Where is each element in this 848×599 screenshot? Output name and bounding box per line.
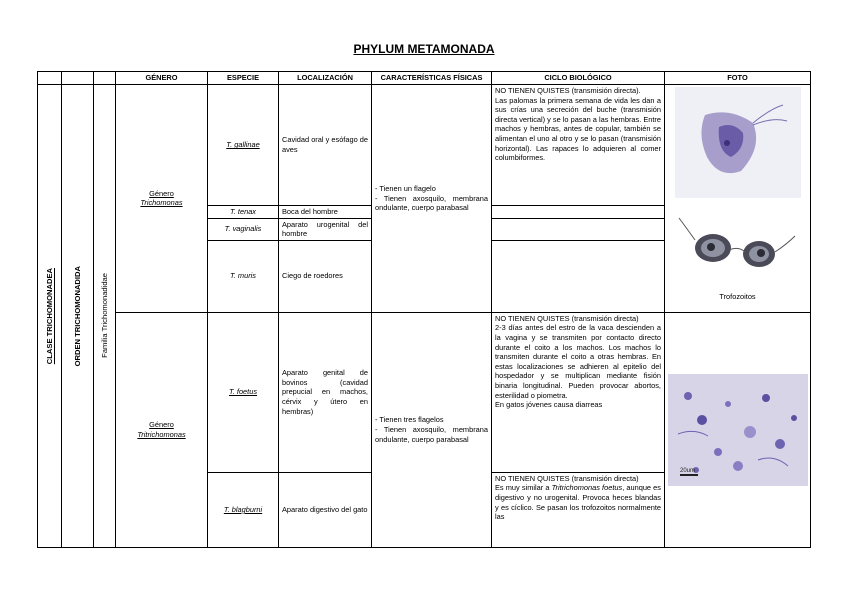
location-t-blagburni: Aparato digestivo del gato: [279, 472, 372, 547]
taxonomy-table: [37, 71, 811, 548]
location-t-vaginalis: Aparato urogenital del hombre: [279, 218, 372, 240]
cycle-t-blagburni: NO TIENEN QUISTES (transmisión directa) Es muy similar a Tritrichomonas foetus, aunque es digestivo y no urogenital. Provoca heces blandas y es cíclico. Se pasan los trofozoitos normalmente las: [492, 472, 665, 547]
header-localizacion: LOCALIZACIÓN: [279, 72, 372, 85]
location-t-gallinae: Cavidad oral y esófago de aves: [279, 85, 372, 206]
smear-image-icon: [668, 374, 808, 486]
species-t-blagburni: T. blagburni: [208, 472, 279, 547]
genus-name: Trichomonas: [140, 198, 183, 208]
header-caracteristicas: CARACTERÍSTICAS FÍSICAS: [372, 72, 492, 85]
genus-tritrichomonas: Género Tritrichomonas: [116, 312, 208, 547]
header-especie: ESPECIE: [208, 72, 279, 85]
features-tritrichomonas: - Tienen tres flagelos - Tienen axosquilo, membrana ondulante, cuerpo parabasal: [372, 312, 492, 547]
genus-trichomonas: Género Trichomonas: [116, 85, 208, 313]
location-t-tenax: Boca del hombre: [279, 206, 372, 219]
species-t-vaginalis: T. vaginalis: [208, 218, 279, 240]
header-genero: GÉNERO: [116, 72, 208, 85]
orden-label: ORDEN TRICHOMONADIDA: [72, 265, 82, 367]
trichomonas-photo-2: [675, 206, 801, 290]
cycle-t-foetus: NO TIENEN QUISTES (transmisión directa) 2-3 días antes del estro de la vaca descienden a la vagina y se transmiten por contacto directo durante el coito a los machos. Los machos lo transmiten durante el coito a otras hembras. En estas localizaciones se adhieren al epitelio del hospedador y se multiplican mediante fisión binaria longitudinal. Pueden provocar abortos, esterilidad o piometra. En gatos jóvenes causa diarreas: [492, 312, 665, 472]
species-t-tenax: T. tenax: [208, 206, 279, 219]
clase-cell: [38, 85, 62, 548]
photo-tritrichomonas: [665, 312, 811, 547]
cycle-trichomonas: NO TIENEN QUISTES (transmisión directa). Las palomas la primera semana de vida les dan a sus crías una secreción del buche (transmisión directa vertical) y se lo pasan a las hembras. Entre machos y hembras, antes de copular, también se alimentan el uno al otro y se lo pasan (transmisión horizontal). Las rapaces lo adquieren al comer columbiformes.: [492, 85, 665, 206]
location-t-foetus: Aparato genital de bovinos (cavidad prepucial en machos, cérvix y útero en hembras): [279, 312, 372, 472]
photo-caption: Trofozoitos: [719, 292, 756, 301]
tritrichomonas-photo: [668, 374, 808, 486]
trichomonas-photo-1: [675, 87, 801, 198]
clase-label: CLASE TRICHOMONADEA: [44, 267, 54, 364]
scale-bar-label: 20um: [680, 467, 696, 474]
genus-name-2: Tritrichomonas: [137, 429, 186, 439]
flagellate-image-icon: [675, 87, 801, 198]
familia-cell: [94, 85, 116, 548]
species-t-gallinae: T. gallinae: [208, 85, 279, 206]
location-t-muris: Ciego de roedores: [279, 240, 372, 312]
familia-label: Familia Trichomonadidae: [99, 273, 109, 359]
page-title: PHYLUM METAMONADA: [353, 42, 495, 56]
features-trichomonas: - Tienen un flagelo - Tienen axosquilo, membrana ondulante, cuerpo parabasal: [372, 85, 492, 313]
header-foto: FOTO: [665, 72, 811, 85]
species-t-muris: T. muris: [208, 240, 279, 312]
header-row: [38, 72, 811, 85]
photo-trichomonas: [665, 85, 811, 313]
trophozoites-image-icon: [675, 206, 801, 290]
species-t-foetus: T. foetus: [208, 312, 279, 472]
orden-cell: [62, 85, 94, 548]
header-ciclo: CICLO BIOLÓGICO: [492, 72, 665, 85]
